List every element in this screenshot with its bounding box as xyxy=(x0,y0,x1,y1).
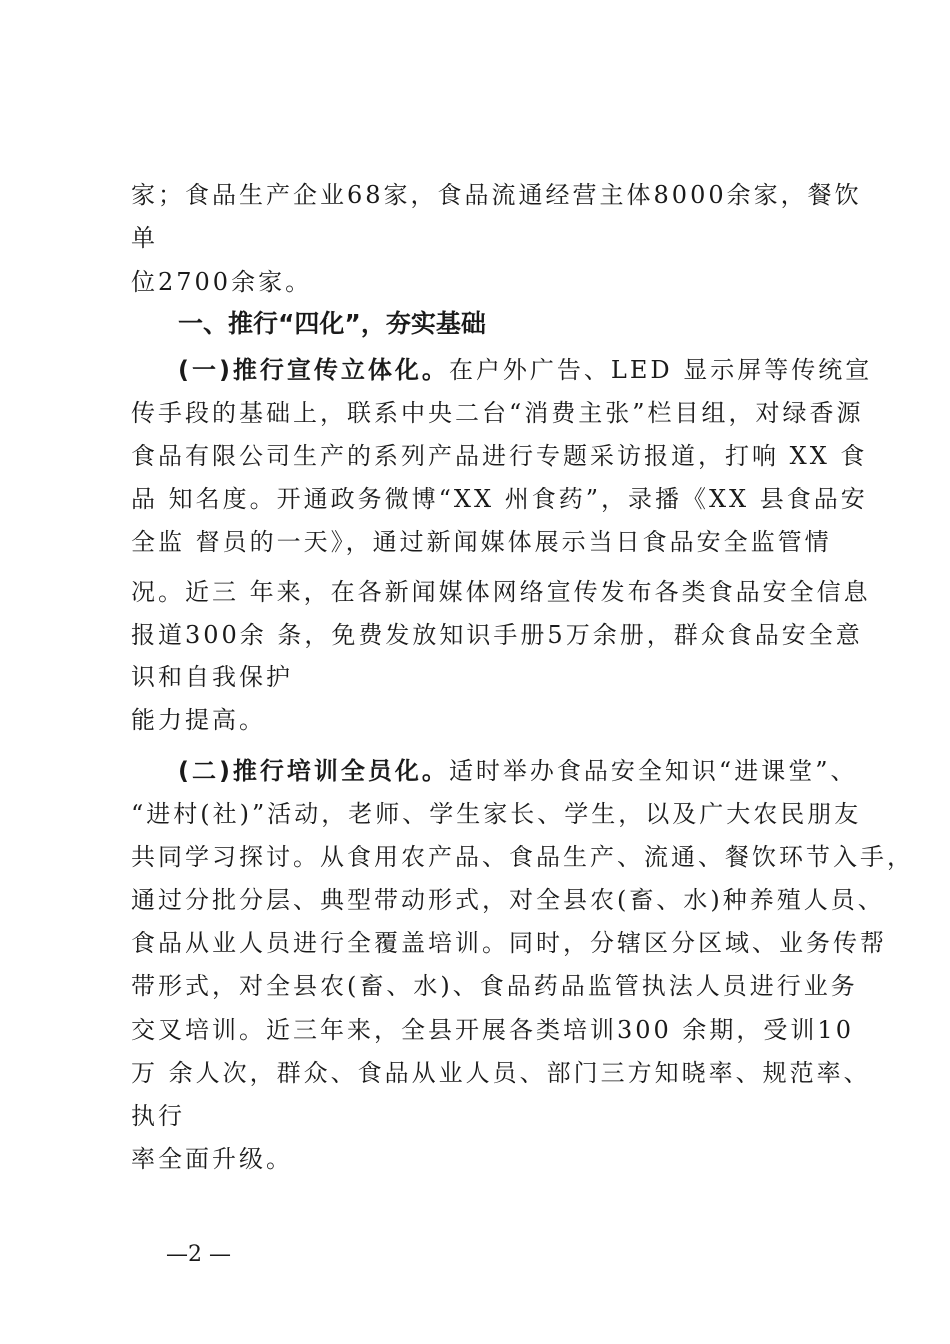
para1-line: 报道300余 条，免费发放知识手册5万余册，群众食品安全意 xyxy=(131,621,863,649)
para1-line: 传手段的基础上，联系中央二台“消费主张”栏目组，对绿香源 xyxy=(131,399,864,427)
para2-line: 通过分批分层、典型带动形式，对全县农(畜、水)种养殖人员、 xyxy=(131,886,885,914)
para2-first-line-text: 适时举办食品安全知识“进课堂”、 xyxy=(448,757,858,785)
para1-line: 况。近三 年来，在各新闻媒体网络宣传发布各类食品安全信息 xyxy=(131,578,871,606)
para2-line: 食品从业人员进行全覆盖培训。同时，分辖区分区域、业务传帮 xyxy=(131,929,887,957)
para1-line: 品 知名度。开通政务微博“XX 州食药”，录播《XX 县食品安 xyxy=(131,485,868,513)
intro-line-3: 位2700余家。 xyxy=(131,268,313,296)
para1-line: 全监 督员的一天》，通过新闻媒体展示当日食品安全监管情 xyxy=(131,528,832,556)
para1-line: 识和自我保护 xyxy=(131,663,293,691)
para1-line: 能力提高。 xyxy=(131,706,266,734)
para1-lead: (一)推行宣传立体化。 xyxy=(178,356,449,384)
para2-first-line xyxy=(178,756,857,786)
intro-line-1: 家；食品生产企业68家，食品流通经营主体8000余家，餐饮 xyxy=(131,181,862,209)
para1-first-line xyxy=(178,355,872,385)
para2-lead: (二)推行培训全员化。 xyxy=(178,757,449,785)
para2-line: “进村(社)”活动，老师、学生家长、学生，以及广大农民朋友 xyxy=(131,800,862,828)
section-heading: 一、推行“四化”，夯实基础 xyxy=(178,309,486,338)
intro-line-2: 单 xyxy=(131,224,155,252)
para1-line: 食品有限公司生产的系列产品进行专题采访报道，打响 XX 食 xyxy=(131,442,868,470)
para2-line: 交叉培训。近三年来，全县开展各类培训300 余期，受训10 xyxy=(131,1016,854,1044)
para2-line: 共同学习探讨。从食用农产品、食品生产、流通、餐饮环节入手， xyxy=(131,843,914,871)
para1-first-line-text: 在户外广告、LED 显示屏等传统宣 xyxy=(448,356,873,384)
para2-line: 率全面升级。 xyxy=(131,1145,293,1173)
page-number: —2 — xyxy=(166,1242,231,1267)
para2-line: 万 余人次，群众、食品从业人员、部门三方知晓率、规范率、 xyxy=(131,1059,871,1087)
para2-line: 执行 xyxy=(131,1102,185,1130)
para2-line: 带形式，对全县农(畜、水)、食品药品监管执法人员进行业务 xyxy=(131,972,858,1000)
